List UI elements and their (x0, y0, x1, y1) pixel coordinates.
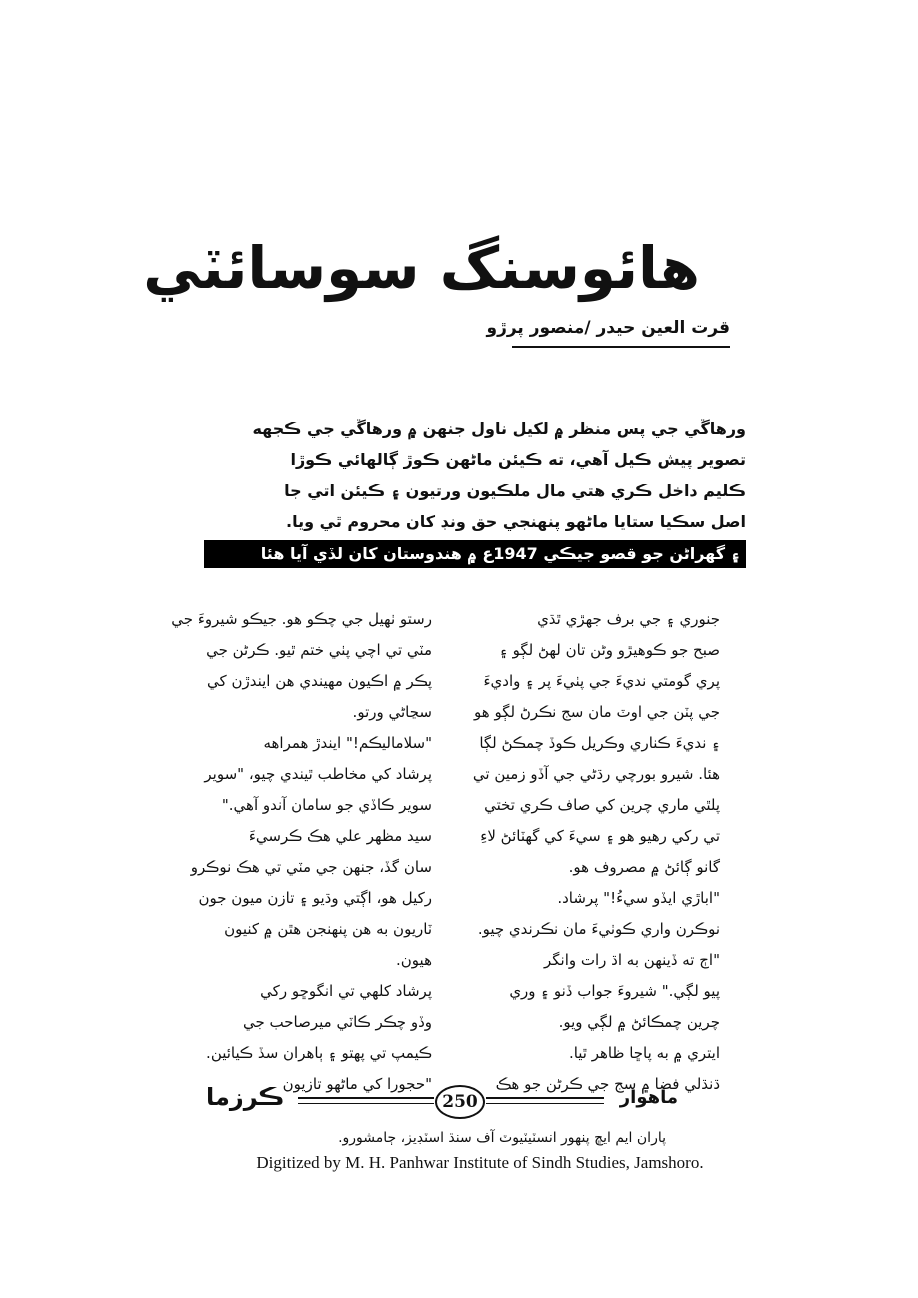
body-line: رکيل هو، اڳتي وڌيو ۽ تازن ميون جون (198, 889, 432, 907)
body-line: وڏو چڪر ڪاٽي ميرصاحب جي (242, 1013, 432, 1031)
body-line: پيو لڳي." شيروءَ جواب ڏنو ۽ وري (509, 982, 720, 1000)
body-line: پرشاد کي مخاطب ٿيندي چيو، "سوير (204, 765, 432, 783)
footer-rule (298, 1103, 434, 1104)
body-line: "اباڙي ايڏو سيءُ!" پرشاد. (557, 889, 720, 907)
intro-highlight-bar: ۽ گهراڻن جو قصو جيڪي 1947ع ۾ هندوستان کان لڏي آيا هئا (204, 540, 746, 568)
body-line: هئا. شيرو بورچي رڌڻي جي آڏو زمين تي (472, 765, 720, 783)
body-line: "سلاماليڪم!" ايندڙ همراهه (263, 734, 432, 752)
body-line: سوير ڪاڏي جو سامان آندو آهي." (221, 796, 432, 814)
body-line: پري گومتي نديءَ جي پٺيءَ پر ۽ واديءَ (483, 672, 720, 690)
intro-line: تصوير پيش ڪيل آهي، ته ڪيئن ماڻهن ڪوڙ ڳالهائي ڪوڙا (290, 450, 746, 469)
author-underline (512, 346, 730, 348)
body-line: پلٿي ماري چرين کي صاف ڪري تختي (484, 796, 720, 814)
body-line: رستو ٺهيل جي چڪو هو. جيڪو شيروءَ جي (171, 610, 432, 628)
digitization-credit-english: Digitized by M. H. Panhwar Institute of Sindh Studies, Jamshoro. (256, 1153, 704, 1172)
intro-line: ڪليم داخل ڪري هتي مال ملڪيون ورتيون ۽ ڪيئن اتي جا (284, 481, 746, 500)
body-line: "حجورا کي ماڻهو تازيون (282, 1075, 432, 1093)
article-title: هائوسنگ سوسائٽي (143, 234, 700, 302)
body-column-left (170, 604, 432, 1100)
body-line: سيد مظهر علي هڪ ڪرسيءَ (248, 827, 432, 845)
body-line: جي پٽن جي اوٽ مان سج نڪرڻ لڳو هو (474, 703, 720, 721)
body-line: ڪيمپ تي پهتو ۽ ٻاهران سڏ ڪيائين. (206, 1044, 432, 1062)
body-line: سان گڏ، جنهن جي مٽي تي هڪ نوڪرو (190, 858, 432, 876)
digitization-credit-sindhi: پاران ايم ايڇ پنهور انسٽيٽيوٽ آف سنڌ اسٽڊيز، ڄامشورو. (338, 1130, 666, 1146)
body-line: ڌنڌلي فضا ۾ سج جي ڪرڻن جو هڪ (495, 1075, 720, 1093)
page-number: 250 (435, 1085, 485, 1119)
footer-frequency: ماهوار (619, 1087, 678, 1108)
footer-rule (486, 1103, 604, 1104)
body-line: پڪر ۾ اڪيون مهيندي هن ايندڙن کي (207, 672, 432, 690)
body-line: تي رکي رهيو هو ۽ سيءَ کي گهٽائڻ لاءِ (480, 827, 720, 845)
body-line: نوڪرن واري ڪوٺيءَ مان نڪرندي چيو. (477, 920, 720, 938)
article-authors: قرت العين حيدر /منصور پرڙو (486, 318, 730, 338)
body-line: ايتري ۾ به پاڇا ظاهر ٿيا. (568, 1044, 720, 1062)
footer-magazine-name: ڪرزما (206, 1083, 285, 1111)
body-column-right (458, 604, 720, 1100)
footer-rule (298, 1097, 434, 1099)
body-line: پرشاد کلهي تي انگوڇو رکي (260, 982, 432, 1000)
body-line: ٽاريون به هن پنهنجن هٿن ۾ کنيون (224, 920, 432, 938)
body-line: جنوري ۽ جي برف جهڙي ٿڌي (537, 610, 720, 628)
body-line: گانو ڳائڻ ۾ مصروف هو. (568, 858, 720, 876)
body-line: صبح جو ڪوهيڙو وڻن تان لهڻ لڳو ۽ (499, 641, 720, 659)
intro-line: اصل سڪيا ستايا ماڻهو پنهنجي حق ونڊ کان محروم ٿي ويا. (286, 512, 746, 531)
body-line: هيون. (396, 951, 432, 969)
body-line: چرين چمڪائڻ ۾ لڳي ويو. (558, 1013, 720, 1031)
body-line: "اڄ ته ڏينهن به اڌ رات وانگر (543, 951, 720, 969)
footer-rule (486, 1097, 604, 1099)
intro-paragraph (198, 413, 746, 537)
body-line: ۽ نديءَ ڪناري وڪريل ڪوڏ چمڪڻ لڳا (479, 734, 720, 752)
intro-line: ورهاڱي جي پس منظر ۾ لکيل ناول جنهن ۾ ورهاڱي جي ڪجهه (252, 419, 746, 438)
body-line: سڃاڻي ورتو. (352, 703, 432, 721)
body-line: مٽي تي اچي پٺي ختم ٿيو. ڪرڻن جي (206, 641, 432, 659)
